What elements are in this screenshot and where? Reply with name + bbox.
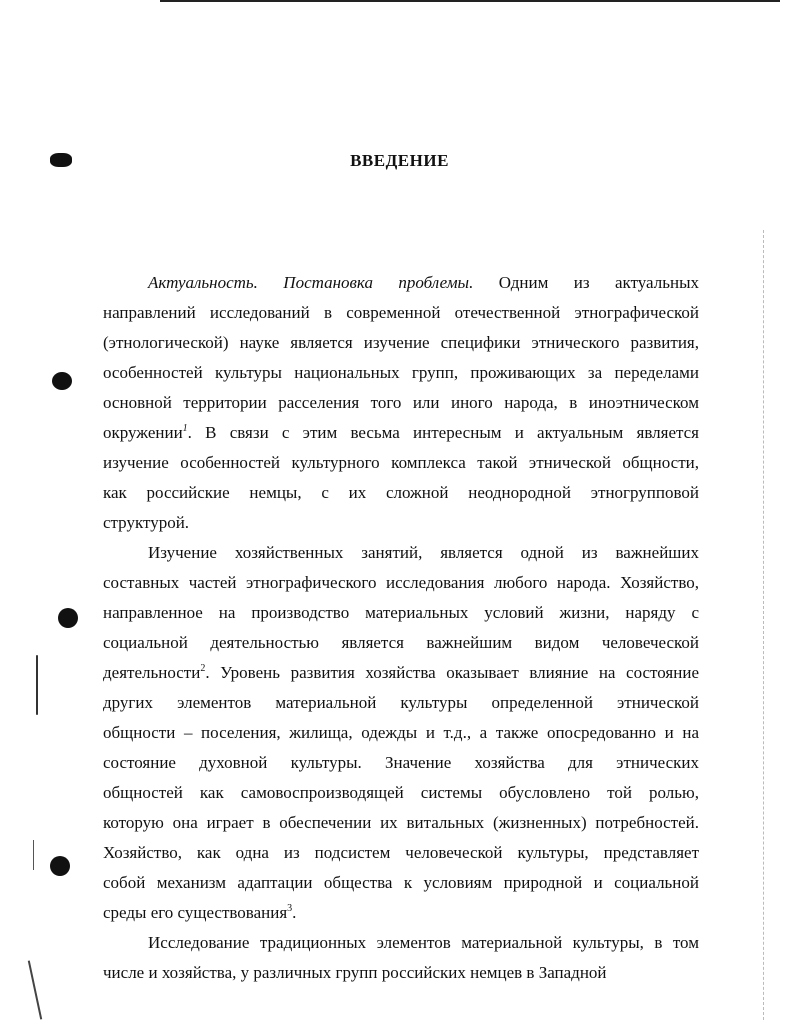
scan-top-border xyxy=(160,0,780,2)
line-text: среды его существования xyxy=(103,903,288,922)
punch-hole-mark xyxy=(50,856,70,876)
line-text: направлений исследований в современной отечественной этнографической xyxy=(103,303,699,322)
line-text: основной территории расселения того или иного народа, в иноэтническом xyxy=(103,393,699,412)
paragraph-line xyxy=(103,898,699,928)
paragraph-line xyxy=(103,658,699,688)
paragraph-line xyxy=(103,958,699,988)
paragraph-line xyxy=(103,688,699,718)
line-text: состояние духовной культуры. Значение хозяйства для этнических xyxy=(103,753,699,772)
paragraph-line xyxy=(103,808,699,838)
line-text: Изучение хозяйственных занятий, является одной из важнейших xyxy=(148,543,699,562)
line-text: которую она играет в обеспечении их витальных (жизненных) потребностей. xyxy=(103,813,699,832)
section-label: Актуальность. Постановка проблемы. xyxy=(148,273,474,292)
paragraph-line xyxy=(103,778,699,808)
paragraph-line xyxy=(103,508,699,538)
line-text: (этнологической) науке является изучение специфики этнического развития, xyxy=(103,333,699,352)
line-text: . В связи с этим весьма интересным и актуальным является xyxy=(187,423,699,442)
paragraph-line xyxy=(103,328,699,358)
scan-left-mark xyxy=(33,840,34,870)
line-text: Одним из актуальных xyxy=(473,273,699,292)
line-text: собой механизм адаптации общества к условиям природной и социальной xyxy=(103,873,699,892)
paragraph-line xyxy=(103,358,699,388)
line-text: направленное на производство материальных условий жизни, наряду с xyxy=(103,603,699,622)
line-text: числе и хозяйства, у различных групп российских немцев в Западной xyxy=(103,963,607,982)
document-body xyxy=(103,268,699,988)
paragraph-line xyxy=(103,568,699,598)
line-text: других элементов материальной культуры определенной этнической xyxy=(103,693,699,712)
punch-hole-mark xyxy=(58,608,78,628)
paragraph-line xyxy=(103,538,699,568)
scan-left-mark xyxy=(28,960,42,1019)
footnote-ref: 1 xyxy=(182,423,188,434)
scan-right-edge xyxy=(763,230,764,1020)
paragraph-line xyxy=(103,268,699,298)
page-title: ВВЕДЕНИЕ xyxy=(350,151,449,170)
paragraph-line xyxy=(103,838,699,868)
paragraph-line xyxy=(103,418,699,448)
paragraph-line xyxy=(103,928,699,958)
paragraph-line xyxy=(103,448,699,478)
paragraph-line xyxy=(103,628,699,658)
line-text: изучение особенностей культурного комплекса такой этнической общности, xyxy=(103,453,699,472)
line-text: составных частей этнографического исследования любого народа. Хозяйство, xyxy=(103,573,699,592)
line-text: Исследование традиционных элементов материальной культуры, в том xyxy=(148,933,699,952)
line-text: Хозяйство, как одна из подсистем человеческой культуры, представляет xyxy=(103,843,699,862)
line-text: социальной деятельностью является важнейшим видом человеческой xyxy=(103,633,699,652)
line-text: . xyxy=(292,903,297,922)
paragraph-line xyxy=(103,298,699,328)
footnote-ref: 3 xyxy=(287,903,293,914)
line-text: как российские немцы, с их сложной неоднородной этногрупповой xyxy=(103,483,699,502)
paragraph-line xyxy=(103,478,699,508)
paragraph-line xyxy=(103,598,699,628)
line-text: общности – поселения, жилища, одежды и т.д., а также опосредованно и на xyxy=(103,723,699,742)
line-text: . Уровень развития хозяйства оказывает влияние на состояние xyxy=(205,663,699,682)
paragraph-line xyxy=(103,388,699,418)
paragraph-line xyxy=(103,748,699,778)
scan-left-mark xyxy=(36,655,38,715)
line-text: окружении xyxy=(103,423,183,442)
punch-hole-mark xyxy=(52,372,72,390)
line-text: деятельности xyxy=(103,663,201,682)
line-text: особенностей культуры национальных групп, проживающих за переделами xyxy=(103,363,699,382)
line-text: структурой. xyxy=(103,513,190,532)
line-text: общностей как самовоспроизводящей системы обусловлено той ролью, xyxy=(103,783,699,802)
footnote-ref: 2 xyxy=(200,663,206,674)
paragraph-line xyxy=(103,868,699,898)
paragraph-line xyxy=(103,718,699,748)
